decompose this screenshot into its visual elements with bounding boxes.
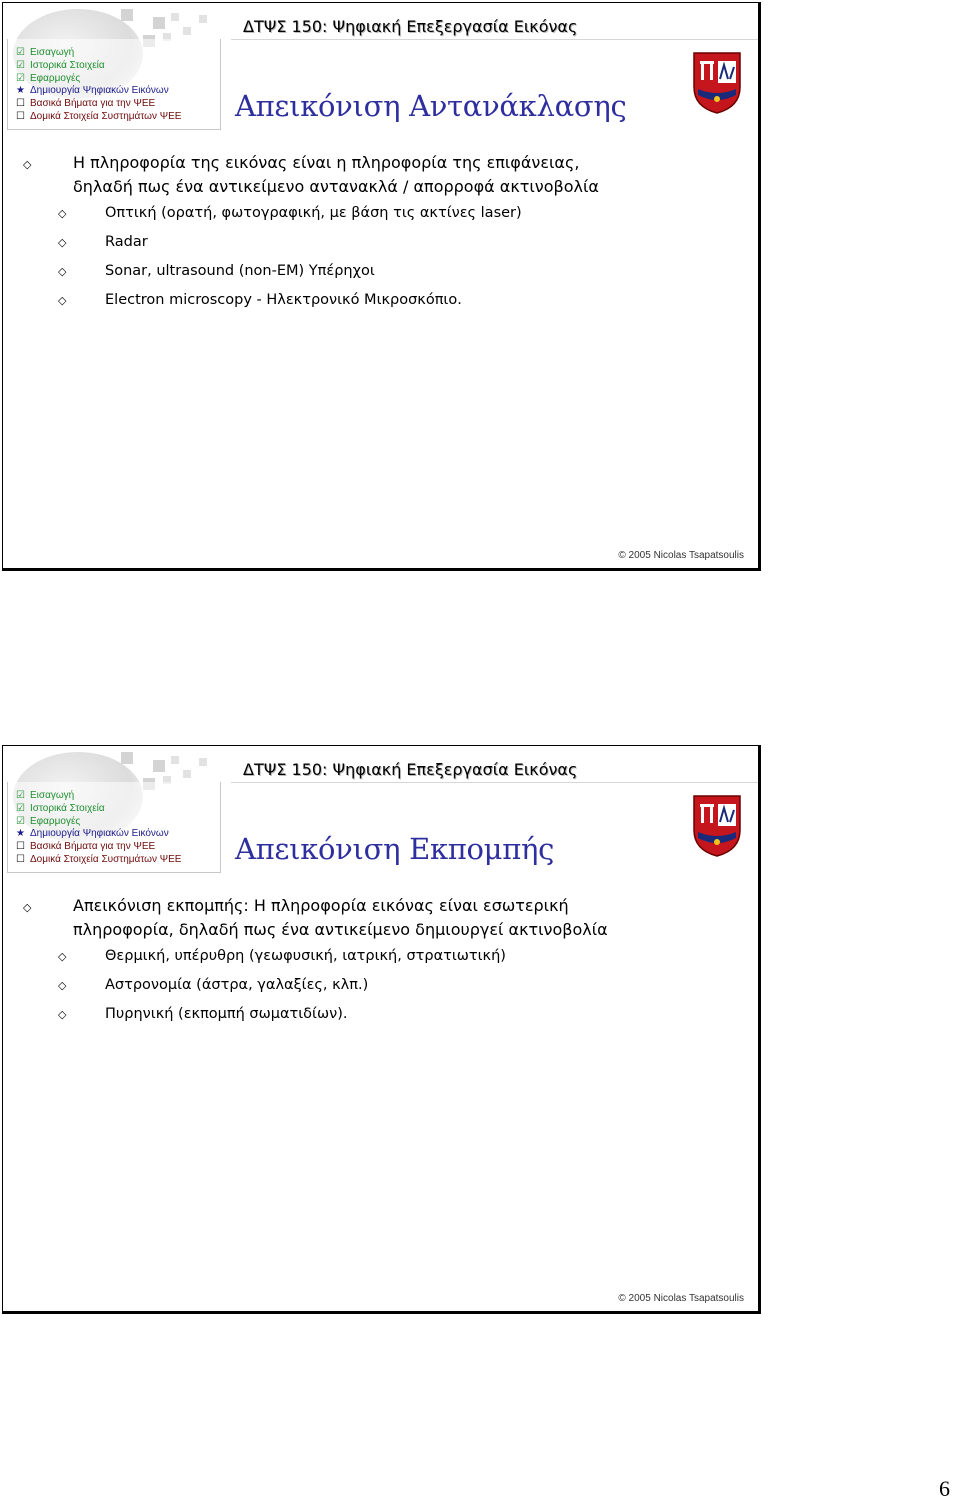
bullet-line: Radar (105, 234, 148, 250)
nav-item (15, 60, 181, 73)
diamond-bullet-icon: ◇ (23, 901, 32, 914)
nav-item-label: Δημιουργία Ψηφιακών Εικόνων (30, 85, 169, 97)
nav-item (15, 816, 181, 829)
checkbox-empty-icon: ☐ (16, 841, 25, 853)
nav-item (15, 854, 181, 867)
slide-title: Απεικόνιση Εκπομπής (235, 832, 555, 866)
nav-item (15, 73, 181, 86)
sub-bullet-item (3, 203, 743, 223)
course-title: ΔΤΨΣ 150: Ψηφιακή Επεξεργασία Εικόνας (243, 17, 578, 36)
bullet-item (3, 151, 743, 199)
bullet-line: Θερμική, υπέρυθρη (γεωφυσική, ιατρική, στρατιωτική) (105, 948, 506, 964)
star-icon: ★ (16, 85, 25, 97)
diamond-bullet-icon: ◇ (58, 294, 67, 307)
slide-body (3, 894, 743, 1033)
nav-item (15, 47, 181, 60)
sub-bullet-item (3, 290, 743, 310)
nav-item-label: Εφαρμογές (30, 72, 81, 84)
nav-item (15, 828, 181, 841)
course-title: ΔΤΨΣ 150: Ψηφιακή Επεξεργασία Εικόνας (243, 760, 578, 779)
nav-item-label: Δημιουργία Ψηφιακών Εικόνων (30, 828, 169, 840)
title-divider (231, 39, 758, 40)
checkbox-checked-icon: ☑ (16, 815, 25, 827)
sub-bullet-item (3, 232, 743, 252)
checkbox-checked-icon: ☑ (16, 59, 25, 71)
nav-item-label: Βασικά Βήματα για την ΨΕΕ (30, 841, 156, 853)
nav-item-label: Δομικά Στοιχεία Συστημάτων ΨΕΕ (30, 110, 182, 122)
diamond-bullet-icon: ◇ (58, 207, 67, 220)
slide-body (3, 151, 743, 319)
university-logo (690, 49, 744, 115)
checkbox-empty-icon: ☐ (16, 853, 25, 865)
star-icon: ★ (16, 828, 25, 840)
bullet-line: Απεικόνιση εκπομπής: Η πληροφορία εικόνας είναι εσωτερική (73, 896, 569, 915)
bullet-line: Οπτική (ορατή, φωτογραφική, με βάση τις ακτίνες laser) (105, 205, 522, 221)
bullet-item (3, 894, 743, 942)
sub-bullet-item (3, 975, 743, 995)
nav-item-label: Δομικά Στοιχεία Συστημάτων ΨΕΕ (30, 853, 182, 865)
nav-item (15, 98, 181, 111)
bullet-line: δηλαδή πως ένα αντικείμενο αντανακλά / απορροφά ακτινοβολία (73, 177, 599, 196)
nav-item-label: Ιστορικά Στοιχεία (30, 802, 105, 814)
checkbox-checked-icon: ☑ (16, 802, 25, 814)
nav-item-label: Εφαρμογές (30, 815, 81, 827)
page-number: 6 (939, 1476, 950, 1501)
bullet-line: Electron microscopy - Ηλεκτρονικό Μικροσκόπιο. (105, 292, 462, 308)
agenda-nav (15, 790, 181, 867)
nav-item (15, 85, 181, 98)
diamond-bullet-icon: ◇ (58, 265, 67, 278)
diamond-bullet-icon: ◇ (58, 950, 67, 963)
diamond-bullet-icon: ◇ (58, 1008, 67, 1021)
slide-reflection-imaging (2, 2, 761, 571)
checkbox-empty-icon: ☐ (16, 98, 25, 110)
checkbox-checked-icon: ☑ (16, 72, 25, 84)
sub-bullet-item (3, 946, 743, 966)
bullet-line: Η πληροφορία της εικόνας είναι η πληροφορία της επιφάνειας, (73, 153, 580, 172)
agenda-nav (15, 47, 181, 124)
checkbox-checked-icon: ☑ (16, 47, 25, 58)
checkbox-checked-icon: ☑ (16, 790, 25, 801)
nav-item (15, 111, 181, 124)
slide-emission-imaging (2, 745, 761, 1314)
slide-title: Απεικόνιση Αντανάκλασης (235, 89, 627, 123)
copyright-footer: © 2005 Nicolas Tsapatsoulis (618, 1293, 744, 1304)
nav-item-label: Εισαγωγή (30, 790, 75, 801)
bullet-line: Πυρηνική (εκπομπή σωματιδίων). (105, 1006, 348, 1022)
copyright-footer: © 2005 Nicolas Tsapatsoulis (618, 550, 744, 561)
bullet-line: Αστρονομία (άστρα, γαλαξίες, κλπ.) (105, 977, 369, 993)
title-divider (231, 782, 758, 783)
nav-item (15, 803, 181, 816)
nav-item (15, 790, 181, 803)
sub-bullet-item (3, 1004, 743, 1024)
nav-item-label: Ιστορικά Στοιχεία (30, 59, 105, 71)
diamond-bullet-icon: ◇ (58, 979, 67, 992)
nav-item (15, 841, 181, 854)
sub-bullet-item (3, 261, 743, 281)
bullet-line: πληροφορία, δηλαδή πως ένα αντικείμενο δημιουργεί ακτινοβολία (73, 920, 608, 939)
nav-item-label: Βασικά Βήματα για την ΨΕΕ (30, 98, 156, 110)
bullet-line: Sonar, ultrasound (non-EM) Υπέρηχοι (105, 263, 375, 279)
diamond-bullet-icon: ◇ (23, 158, 32, 171)
nav-item-label: Εισαγωγή (30, 47, 75, 58)
university-logo (690, 792, 744, 858)
checkbox-empty-icon: ☐ (16, 110, 25, 122)
diamond-bullet-icon: ◇ (58, 236, 67, 249)
